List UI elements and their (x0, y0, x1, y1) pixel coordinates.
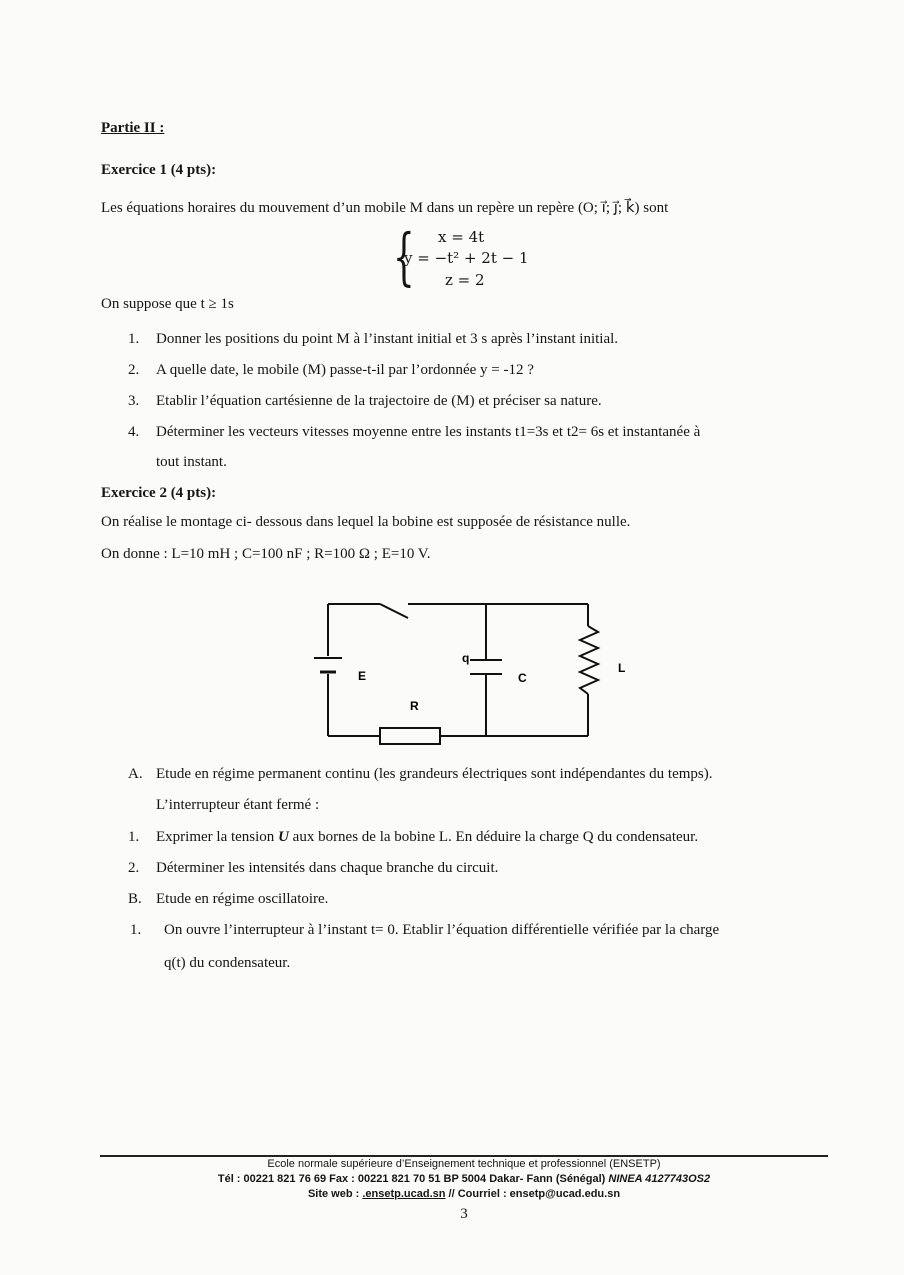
a2-text: Déterminer les intensités dans chaque branche du circuit. (156, 860, 499, 876)
switch-blade (380, 604, 408, 618)
part-a-text-cont: L’interrupteur étant fermé : (156, 797, 320, 813)
footer-web: Site web : .ensetp.ucad.sn // Courriel : ensetp@ucad.edu.sn (307, 1188, 621, 1200)
b1-number: 1. (130, 922, 142, 938)
footer-ninea: NINEA 4127743OS2 (608, 1173, 711, 1185)
label-q: q (462, 651, 470, 665)
q1-text: Donner les positions du point M à l’instant initial et 3 s après l’instant initial. (156, 331, 619, 347)
part-b-text: Etude en régime oscillatoire. (156, 891, 329, 907)
b1-text-cont: q(t) du condensateur. (164, 955, 291, 971)
q2-text: A quelle date, le mobile (M) passe-t-il par l’ordonnée y = -12 ? (156, 362, 534, 378)
equation-x: x = 4t (438, 228, 485, 246)
footer-rule (100, 1155, 828, 1157)
section-heading: Partie II : (101, 120, 165, 136)
label-R: R (410, 699, 419, 713)
q4-text-cont: tout instant. (156, 454, 227, 470)
part-a-letter: A. (128, 766, 143, 782)
b1-text: On ouvre l’interrupteur à l’instant t= 0. Etablir l’équation différentielle vérifiée par la charge (164, 922, 720, 938)
footer-contact: Tél : 00221 821 76 69 Fax : 00221 821 70 51 BP 5004 Dakar- Fann (Sénégal) NINEA 4127743OS2 (217, 1173, 711, 1185)
a1-number: 1. (128, 829, 140, 845)
part-b-letter: B. (128, 891, 142, 907)
q3-number: 3. (128, 393, 140, 409)
exercise-2-title: Exercice 2 (4 pts): (101, 485, 217, 501)
equation-y: y = −t² + 2t − 1 (404, 249, 529, 267)
q3-text: Etablir l’équation cartésienne de la trajectoire de (M) et préciser sa nature. (156, 393, 602, 409)
a1-text: Exprimer la tension U aux bornes de la bobine L. En déduire la charge Q du condensateur. (156, 829, 699, 845)
q4-text: Déterminer les vecteurs vitesses moyenne entre les instants t1=3s et t2= 6s et instantanée à (156, 424, 701, 440)
exercise-1-intro: Les équations horaires du mouvement d’un mobile M dans un repère un repère (O; i⃗; j⃗; k⃗) sont (101, 200, 669, 216)
inductor-coil (580, 626, 598, 694)
q1-number: 1. (128, 331, 140, 347)
label-E: E (358, 669, 367, 683)
q4-number: 4. (128, 424, 140, 440)
label-C: C (518, 671, 527, 685)
exercise-2-intro: On réalise le montage ci- dessous dans lequel la bobine est supposée de résistance nulle. (101, 514, 631, 530)
given-values: On donne : L=10 mH ; C=100 nF ; R=100 Ω ; E=10 V. (101, 546, 431, 562)
a2-number: 2. (128, 860, 140, 876)
circuit-diagram (300, 590, 630, 755)
system-brace: { (393, 220, 415, 293)
q2-number: 2. (128, 362, 140, 378)
footer-website-link[interactable]: .ensetp.ucad.sn (362, 1188, 446, 1200)
assumption: On suppose que t ≥ 1s (101, 296, 234, 312)
footer-institution: Ecole normale supérieure d’Enseignement technique et professionnel (ENSETP) (267, 1158, 661, 1170)
resistor-symbol (380, 728, 440, 744)
part-a-text: Etude en régime permanent continu (les grandeurs électriques sont indépendantes du temps). (156, 766, 713, 782)
label-L: L (618, 661, 626, 675)
exercise-1-title: Exercice 1 (4 pts): (101, 162, 217, 178)
page-number: 3 (460, 1206, 468, 1222)
equation-z: z = 2 (445, 271, 485, 289)
variable-U: U (278, 829, 289, 845)
